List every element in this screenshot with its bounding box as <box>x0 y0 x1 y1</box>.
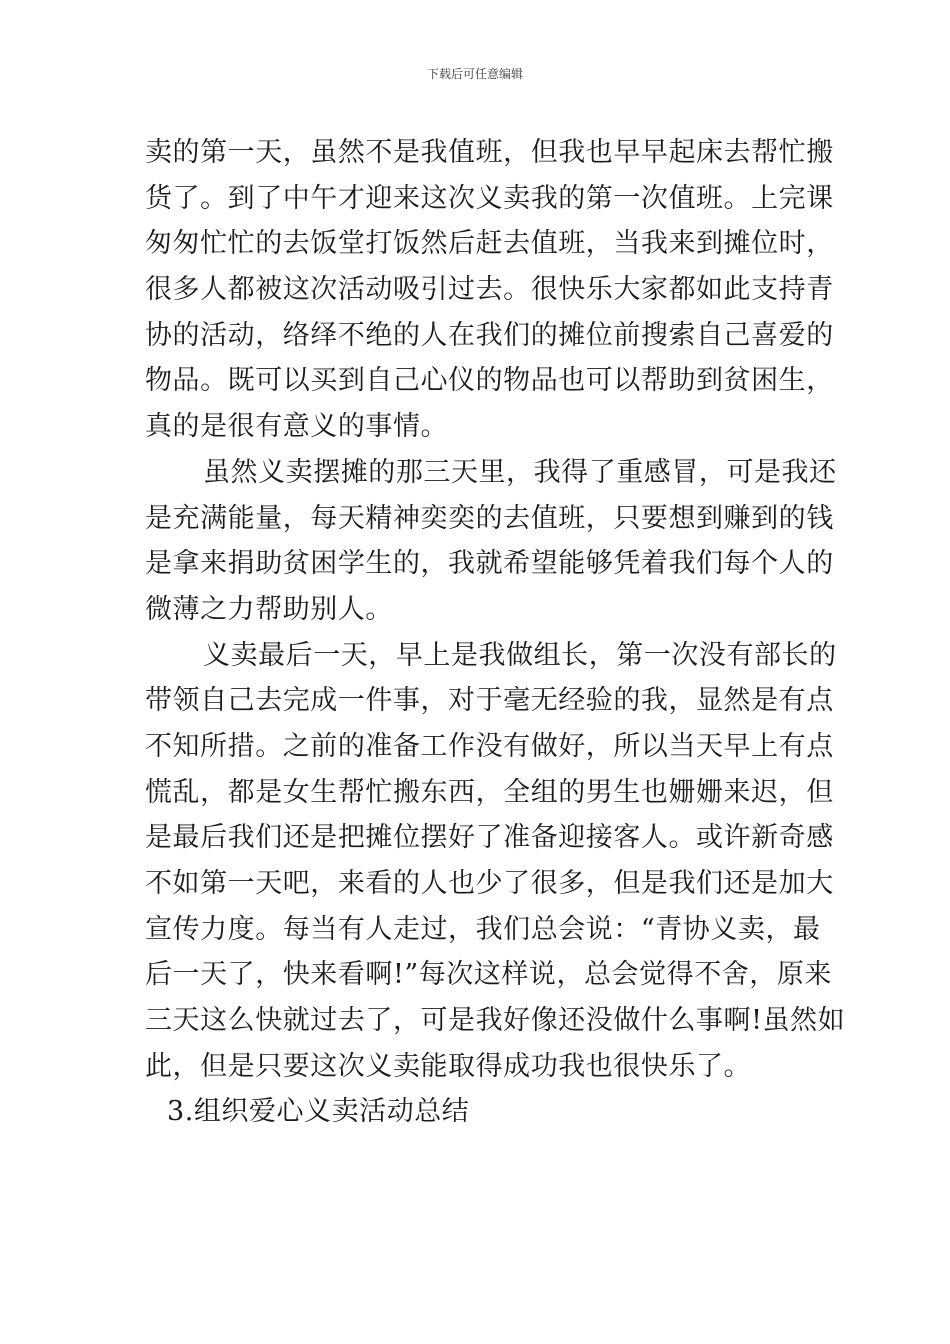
text-line: 三天这么快就过去了，可是我好像还没做什么事啊!虽然如 <box>145 1005 846 1037</box>
text-line: 不知所措。之前的准备工作没有做好，所以当天早上有点 <box>145 730 834 762</box>
text-line: 不如第一天吧，来看的人也少了很多，但是我们还是加大 <box>145 868 834 899</box>
text-line: 匆匆忙忙的去饭堂打饭然后赶去值班，当我来到摊位时， <box>145 228 834 260</box>
text-line: 慌乱，都是女生帮忙搬东西，全组的男生也姗姗来迟，但 <box>145 776 834 808</box>
section-heading: 3.组织爱心义卖活动总结 <box>167 1096 470 1128</box>
text-line: 此，但是只要这次义卖能取得成功我也很快乐了。 <box>145 1050 752 1082</box>
text-line: 货了。到了中午才迎来这次义卖我的第一次值班。上完课 <box>145 182 834 214</box>
text-line: 宣传力度。每当有人走过，我们总会说：“青协义卖，最 <box>145 913 821 945</box>
paragraph-first-line: 虽然义卖摆摊的那三天里，我得了重感冒，可是我还 <box>203 456 837 488</box>
text-line: 带领自己去完成一件事，对于毫无经验的我，显然是有点 <box>145 685 834 717</box>
document-body <box>145 130 846 1135</box>
text-line: 是最后我们还是把摊位摆好了准备迎接客人。或许新奇感 <box>145 822 834 854</box>
text-line: 是拿来捐助贫困学生的，我就希望能够凭着我们每个人的 <box>145 548 834 580</box>
text-line: 是充满能量，每天精神奕奕的去值班，只要想到赚到的钱 <box>145 502 834 534</box>
text-line: 微薄之力帮助别人。 <box>145 593 393 625</box>
paragraph-first-line: 义卖最后一天，早上是我做组长，第一次没有部长的 <box>203 639 837 671</box>
text-line: 物品。既可以买到自己心仪的物品也可以帮助到贫困生， <box>145 365 834 397</box>
text-line: 协的活动，络绎不绝的人在我们的摊位前搜索自己喜爱的 <box>145 319 834 351</box>
text-line: 后一天了，快来看啊!”每次这样说，总会觉得不舍，原来 <box>145 959 832 991</box>
text-line: 真的是很有意义的事情。 <box>145 411 449 443</box>
text-line: 很多人都被这次活动吸引过去。很快乐大家都如此支持青 <box>145 274 834 306</box>
text-line: 卖的第一天，虽然不是我值班，但我也早早起床去帮忙搬 <box>145 137 834 168</box>
page-header: 下载后可任意编辑 <box>426 67 523 81</box>
